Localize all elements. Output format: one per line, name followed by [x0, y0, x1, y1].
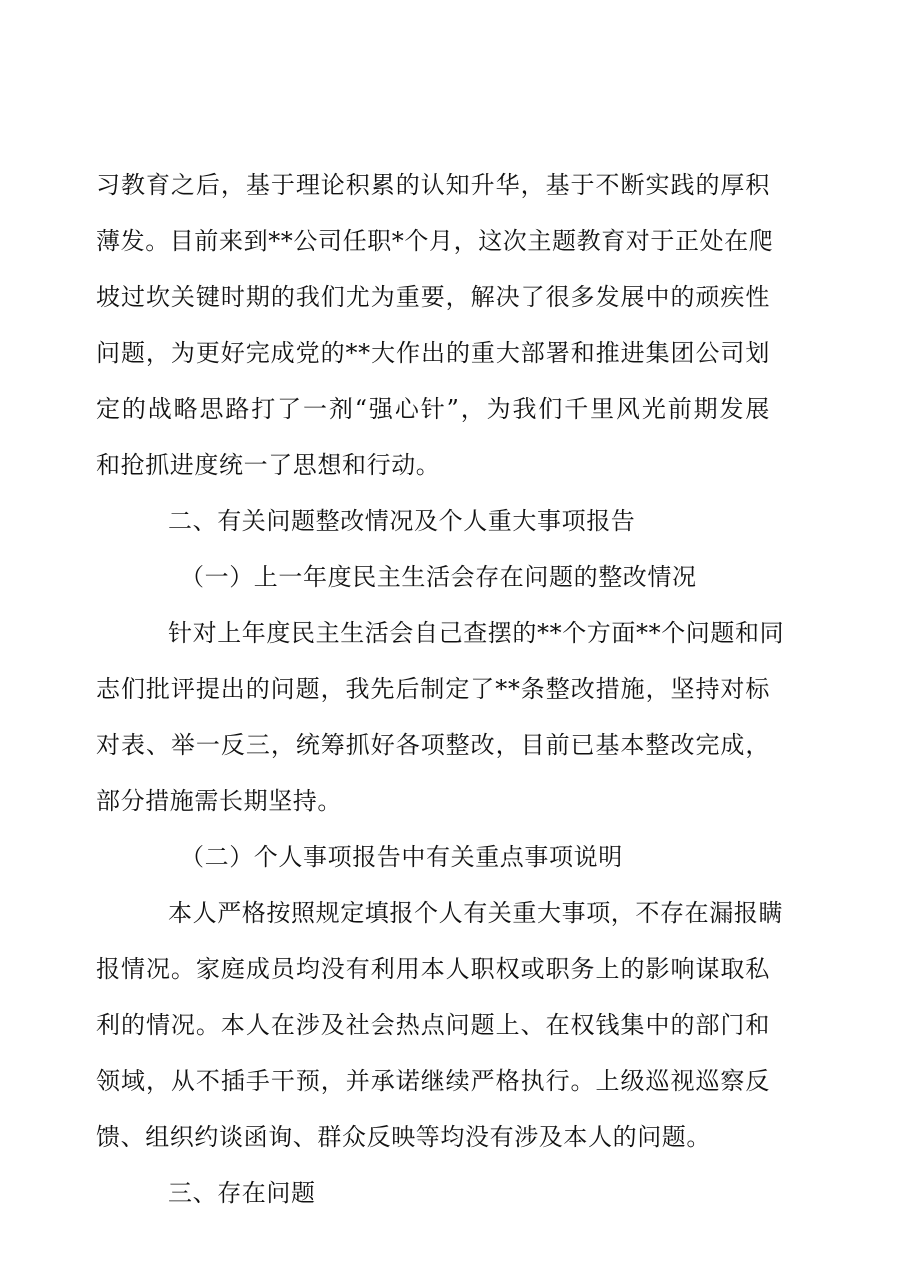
paragraph-line: 对表、举一反三，统筹抓好各项整改，目前已基本整改完成，: [96, 731, 770, 759]
paragraph-line: 部分措施需长期坚持。: [96, 787, 342, 815]
subsection-heading: （二）个人事项报告中有关重点事项说明: [180, 843, 623, 871]
section-heading: 二、有关问题整改情况及个人重大事项报告: [168, 507, 636, 535]
paragraph-line: 薄发。目前来到**公司任职*个月，这次主题教育对于正处在爬: [96, 227, 774, 255]
paragraph-line: 馈、组织约谈函询、群众反映等均没有涉及本人的问题。: [96, 1123, 711, 1151]
paragraph-line: 针对上年度民主生活会自己查摆的**个方面**个问题和同: [168, 619, 785, 647]
paragraph-line: 习教育之后，基于理论积累的认知升华，基于不断实践的厚积: [96, 171, 770, 199]
subsection-heading: （一）上一年度民主生活会存在问题的整改情况: [180, 563, 697, 591]
paragraph-line: 志们批评提出的问题，我先后制定了**条整改措施，坚持对标: [96, 675, 770, 703]
paragraph-line: 领域，从不插手干预，并承诺继续严格执行。上级巡视巡察反: [96, 1067, 770, 1095]
paragraph-line: 问题，为更好完成党的**大作出的重大部署和推进集团公司划: [96, 339, 770, 367]
paragraph-line: 本人严格按照规定填报个人有关重大事项，不存在漏报瞒: [168, 899, 783, 927]
paragraph-line: 和抢抓进度统一了思想和行动。: [96, 451, 441, 479]
section-heading: 三、存在问题: [168, 1179, 316, 1207]
paragraph-line: 利的情况。本人在涉及社会热点问题上、在权钱集中的部门和: [96, 1011, 770, 1039]
paragraph-line: 坡过坎关键时期的我们尤为重要，解决了很多发展中的顽疾性: [96, 283, 770, 311]
paragraph-line: 报情况。家庭成员均没有利用本人职权或职务上的影响谋取私: [96, 955, 770, 983]
paragraph-line: 定的战略思路打了一剂“强心针”，为我们千里风光前期发展: [96, 395, 770, 423]
